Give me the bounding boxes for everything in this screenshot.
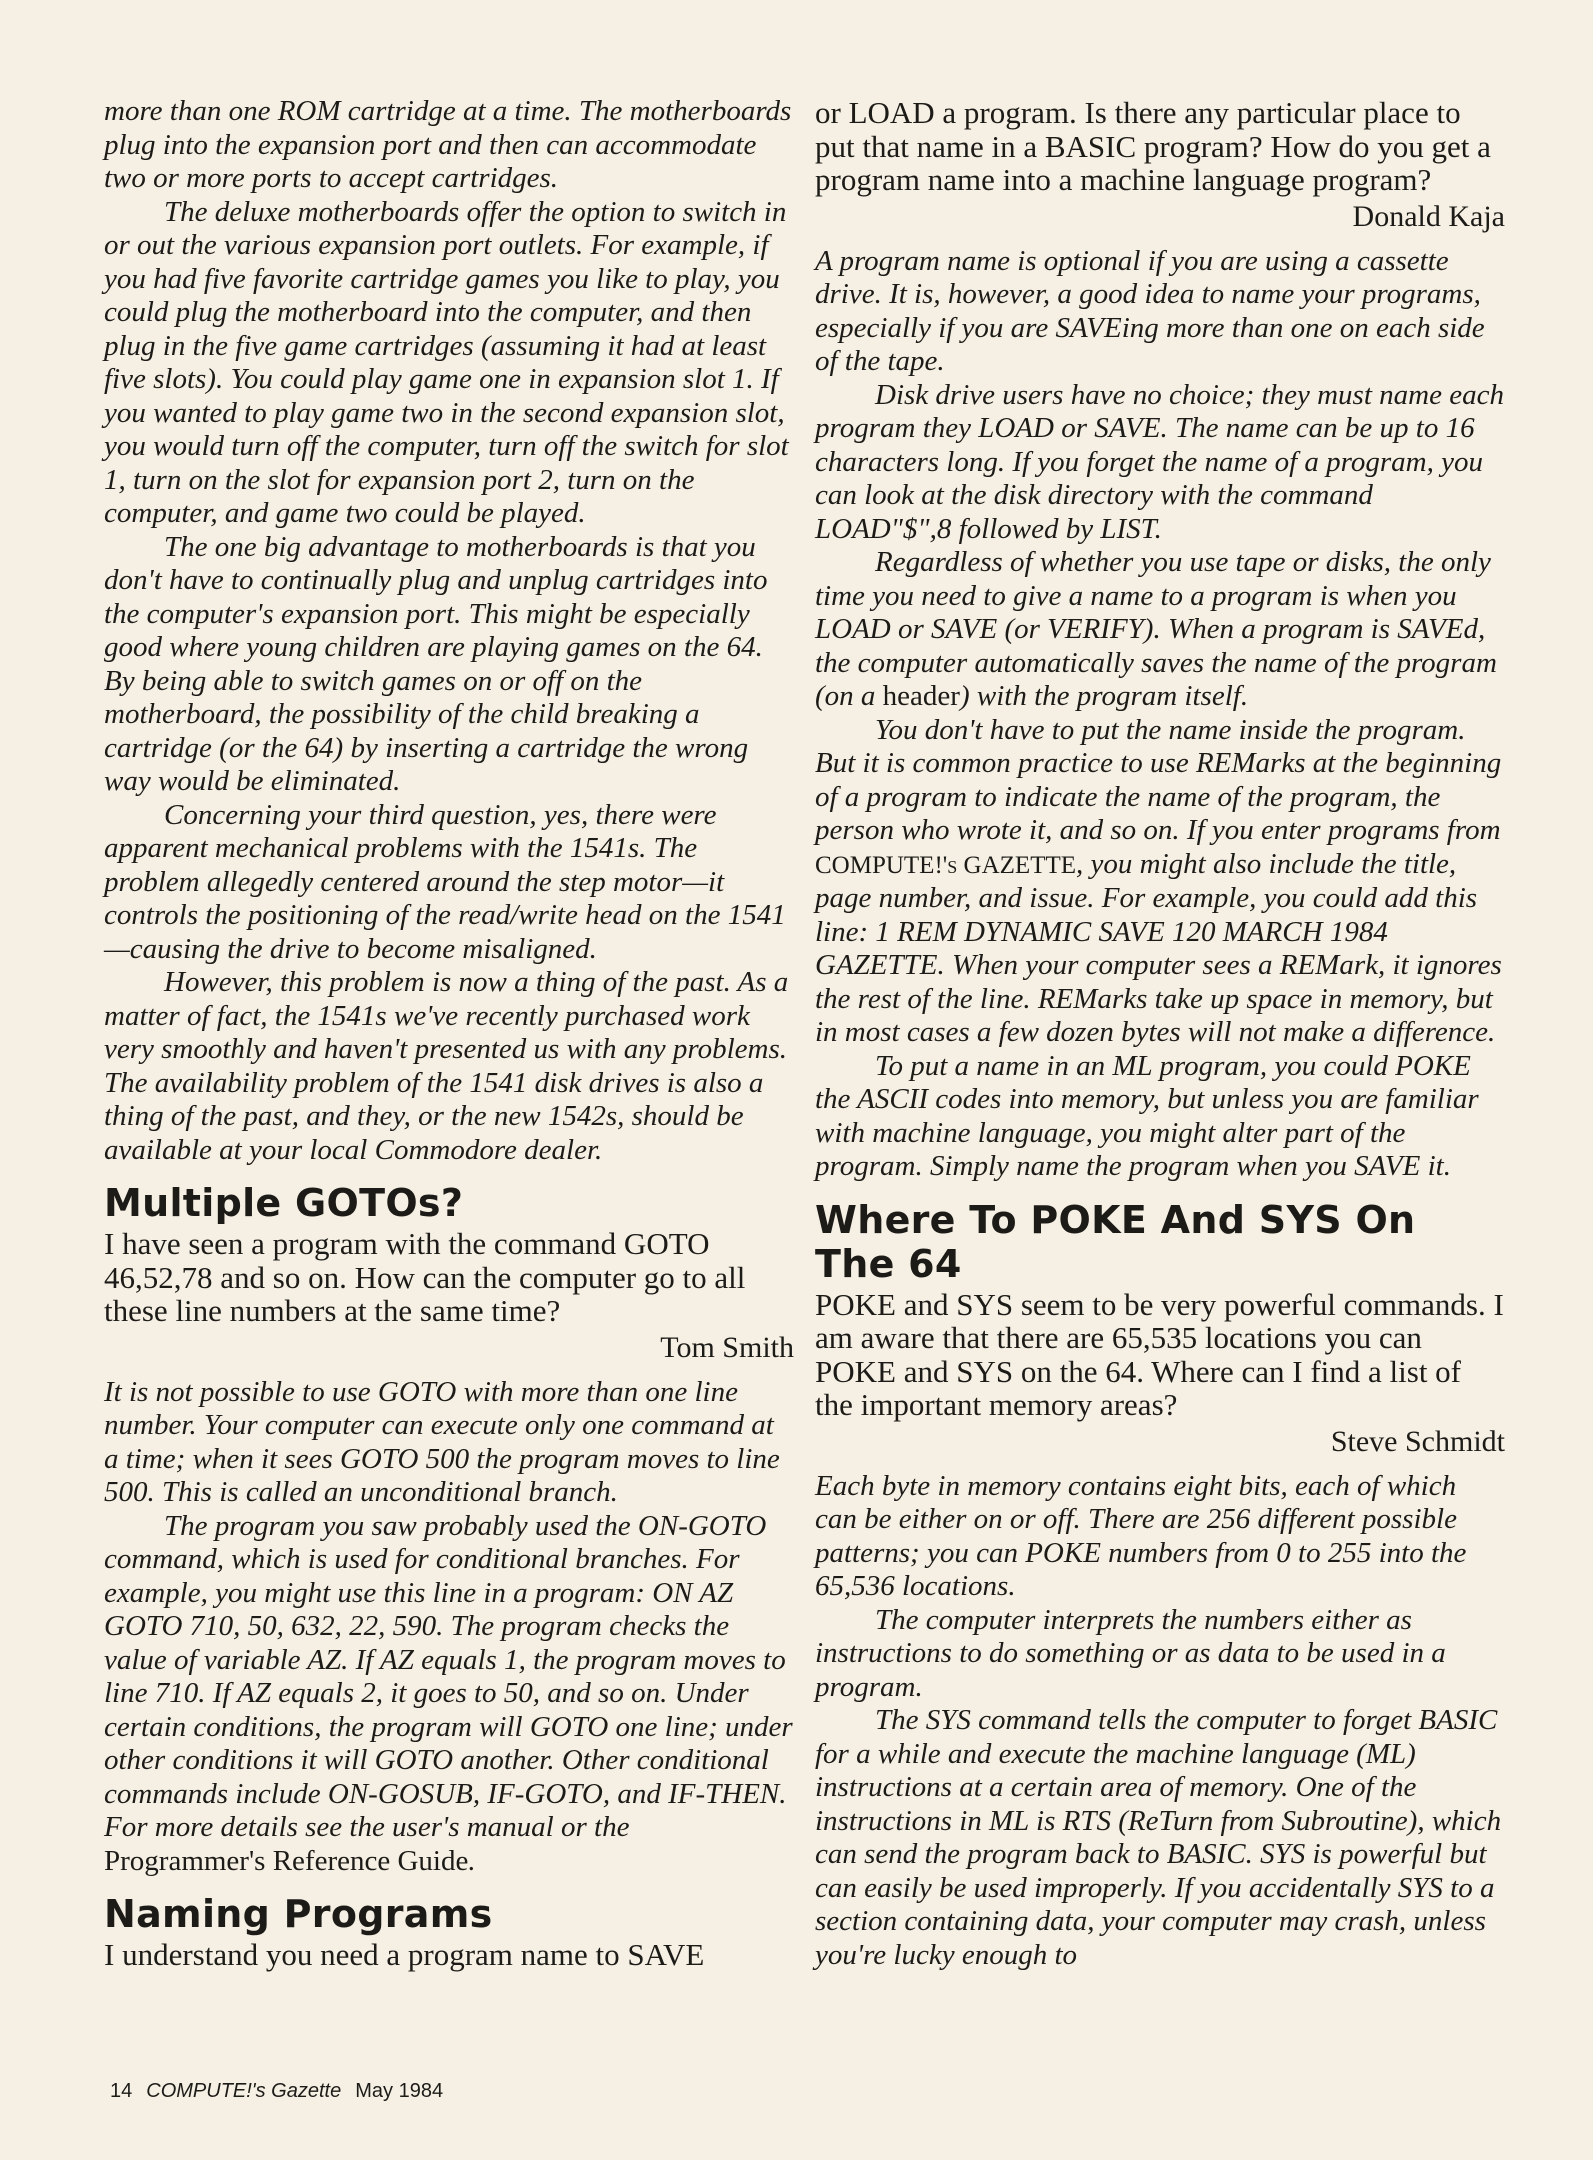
reader-question: I have seen a program with the command GOTO 46,52,78 and so on. How can the computer go to all these line numbers at the same time? xyxy=(104,1226,746,1328)
answer-paragraph xyxy=(104,1510,794,1879)
right-column xyxy=(815,96,1505,1972)
page-footer xyxy=(110,2080,443,2103)
reader-question: POKE and SYS seem to be very powerful commands. I am aware that there are 65,535 locations you can POKE and SYS on the 64. Where can I find a list of the important memory areas? xyxy=(815,1286,1504,1422)
reader-signature: Donald Kaja xyxy=(1352,199,1505,233)
left-column xyxy=(104,95,794,1972)
answer-paragraph: Each byte in memory contains eight bits, each of which can be either on or off. There are 256 different possible patterns; you can POKE numbers from 0 to 255 into the 65,536 locations. xyxy=(815,1469,1467,1602)
answer-text: . xyxy=(468,1844,476,1877)
answer-paragraph xyxy=(815,714,1505,1050)
heading-naming-programs: Naming Programs xyxy=(104,1892,493,1936)
answer-paragraph: The SYS command tells the computer to forget BASIC for a while and execute the machine language (ML) instructions at a certain area of memory. One of the instructions in ML is RTS (ReTurn from Subroutine), which can send the program back to BASIC. SYS is powerful but can easily be used improperly. If you accidentally SYS to a section containing data, your computer may crash, unless you're lucky enough to xyxy=(815,1704,1502,1971)
answer-paragraph: The one big advantage to motherboards is that you don't have to continually plug and unplug cartridges into the computer's expansion port. This might be especially good where young children are playing games on the 64. By being able to switch games on or off on the motherboard, the possibility of the child breaking a cartridge (or the 64) by inserting a cartridge the wrong way would be eliminated. xyxy=(104,530,768,797)
page-number: 14 xyxy=(110,2080,133,2102)
answer-text: You don't have to put the name inside the program. But it is common practice to use REMarks at the beginning of a program to indicate the name of the program, the person who wrote it, and so on. If you enter programs from xyxy=(815,713,1502,846)
magazine-name: COMPUTE!'s GAZETTE xyxy=(815,851,1077,879)
answer-paragraph: The deluxe motherboards offer the option to switch in or out the various expansion port outlets. For example, if you had five favorite cartridge games you like to play, you could plug the motherboard into the computer, and then plug in the five game cartridges (assuming it had at least five slots). You could play game one in expansion slot 1. If you wanted to play game two in the second expansion slot, you would turn off the computer, turn off the switch for slot 1, turn on the slot for expansion port 2, turn on the computer, and game two could be played. xyxy=(104,195,789,529)
answer-paragraph: Disk drive users have no choice; they must name each program they LOAD or SAVE. The name can be up to 16 characters long. If you forget the name of a program, you can look at the disk directory with the command LOAD"$",8 followed by LIST. xyxy=(815,378,1504,545)
header-term: header xyxy=(882,680,960,712)
answer-text: , you might also include the title, page number, and issue. For example, you could add this line: 1 REM DYNAMIC SAVE 120 MARCH 1984 GAZETTE. When your computer sees a REMark, it ignores the rest of the line. REMarks take up space in memory, but in most cases a few dozen bytes will not make a difference. xyxy=(815,847,1502,1048)
answer-paragraph: more than one ROM cartridge at a time. The motherboards plug into the expansion port and then can accommodate two or more ports to accept cartridges. xyxy=(104,95,792,194)
heading-where-to-poke: Where To POKE And SYS On The 64 xyxy=(815,1197,1416,1286)
answer-text: ) with the program itself. xyxy=(959,680,1249,712)
answer-paragraph: The computer interprets the numbers either as instructions to do something or as data to be used in a program. xyxy=(815,1603,1446,1703)
answer-paragraph: To put a name in an ML program, you could POKE the ASCII codes into memory, but unless you are familiar with machine language, you might alter part of the program. Simply name the program when you SAVE it. xyxy=(815,1049,1479,1182)
heading-multiple-gotos: Multiple GOTOs? xyxy=(104,1181,464,1225)
answer-paragraph: A program name is optional if you are using a cassette drive. It is, however, a good idea to name your programs, especially if you are SAVEing more than one on each side of the tape. xyxy=(815,244,1485,377)
answer-paragraph: Concerning your third question, yes, there were apparent mechanical problems with the 1541s. The problem allegedly centered around the step motor—it controls the positioning of the read/write head on the 1541—causing the drive to become misaligned. xyxy=(104,798,786,965)
answer-paragraph: However, this problem is now a thing of the past. As a matter of fact, the 1541s we've recently purchased work very smoothly and haven't presented us with any problems. The availability problem of the 1541 disk drives is also a thing of the past, and they, or the new 1542s, should be available at your local Commodore dealer. xyxy=(104,966,789,1166)
reader-question: or LOAD a program. Is there any particular place to put that name in a BASIC program? How do you get a program name into a machine language program? xyxy=(815,95,1491,197)
answer-text: The program you saw probably used the ON-GOTO command, which is used for conditional branches. For example, you might use this line in a program: ON AZ GOTO 710, 50, 632, 22, 590. The program checks the value of variable AZ. If AZ equals 1, the program moves to line 710. If AZ equals 2, it goes to 50, and so on. Under certain conditions, the program will GOTO one line; under other conditions it will GOTO another. Other conditional commands include ON-GOSUB, IF-GOTO, and IF-THEN. For more details see the user's manual or the xyxy=(104,1509,793,1843)
book-title: Programmer's Reference Guide xyxy=(104,1844,469,1877)
reader-signature: Steve Schmidt xyxy=(1330,1424,1505,1458)
answer-text: Regardless of whether you use tape or disks, the only time you need to give a name to a program is when you LOAD or SAVE (or VERIFY). When a program is SAVEd, the computer automatically saves the name of the program (on a xyxy=(815,546,1497,712)
answer-paragraph xyxy=(815,546,1505,714)
answer-paragraph: It is not possible to use GOTO with more than one line number. Your computer can execute only one command at a time; when it sees GOTO 500 the program moves to line 500. This is called an unconditional branch. xyxy=(104,1375,780,1508)
reader-question: I understand you need a program name to SAVE xyxy=(104,1937,705,1972)
footer-magazine: COMPUTE!'s Gazette xyxy=(146,2080,342,2102)
footer-issue: May 1984 xyxy=(355,2080,444,2102)
reader-signature: Tom Smith xyxy=(660,1330,794,1364)
